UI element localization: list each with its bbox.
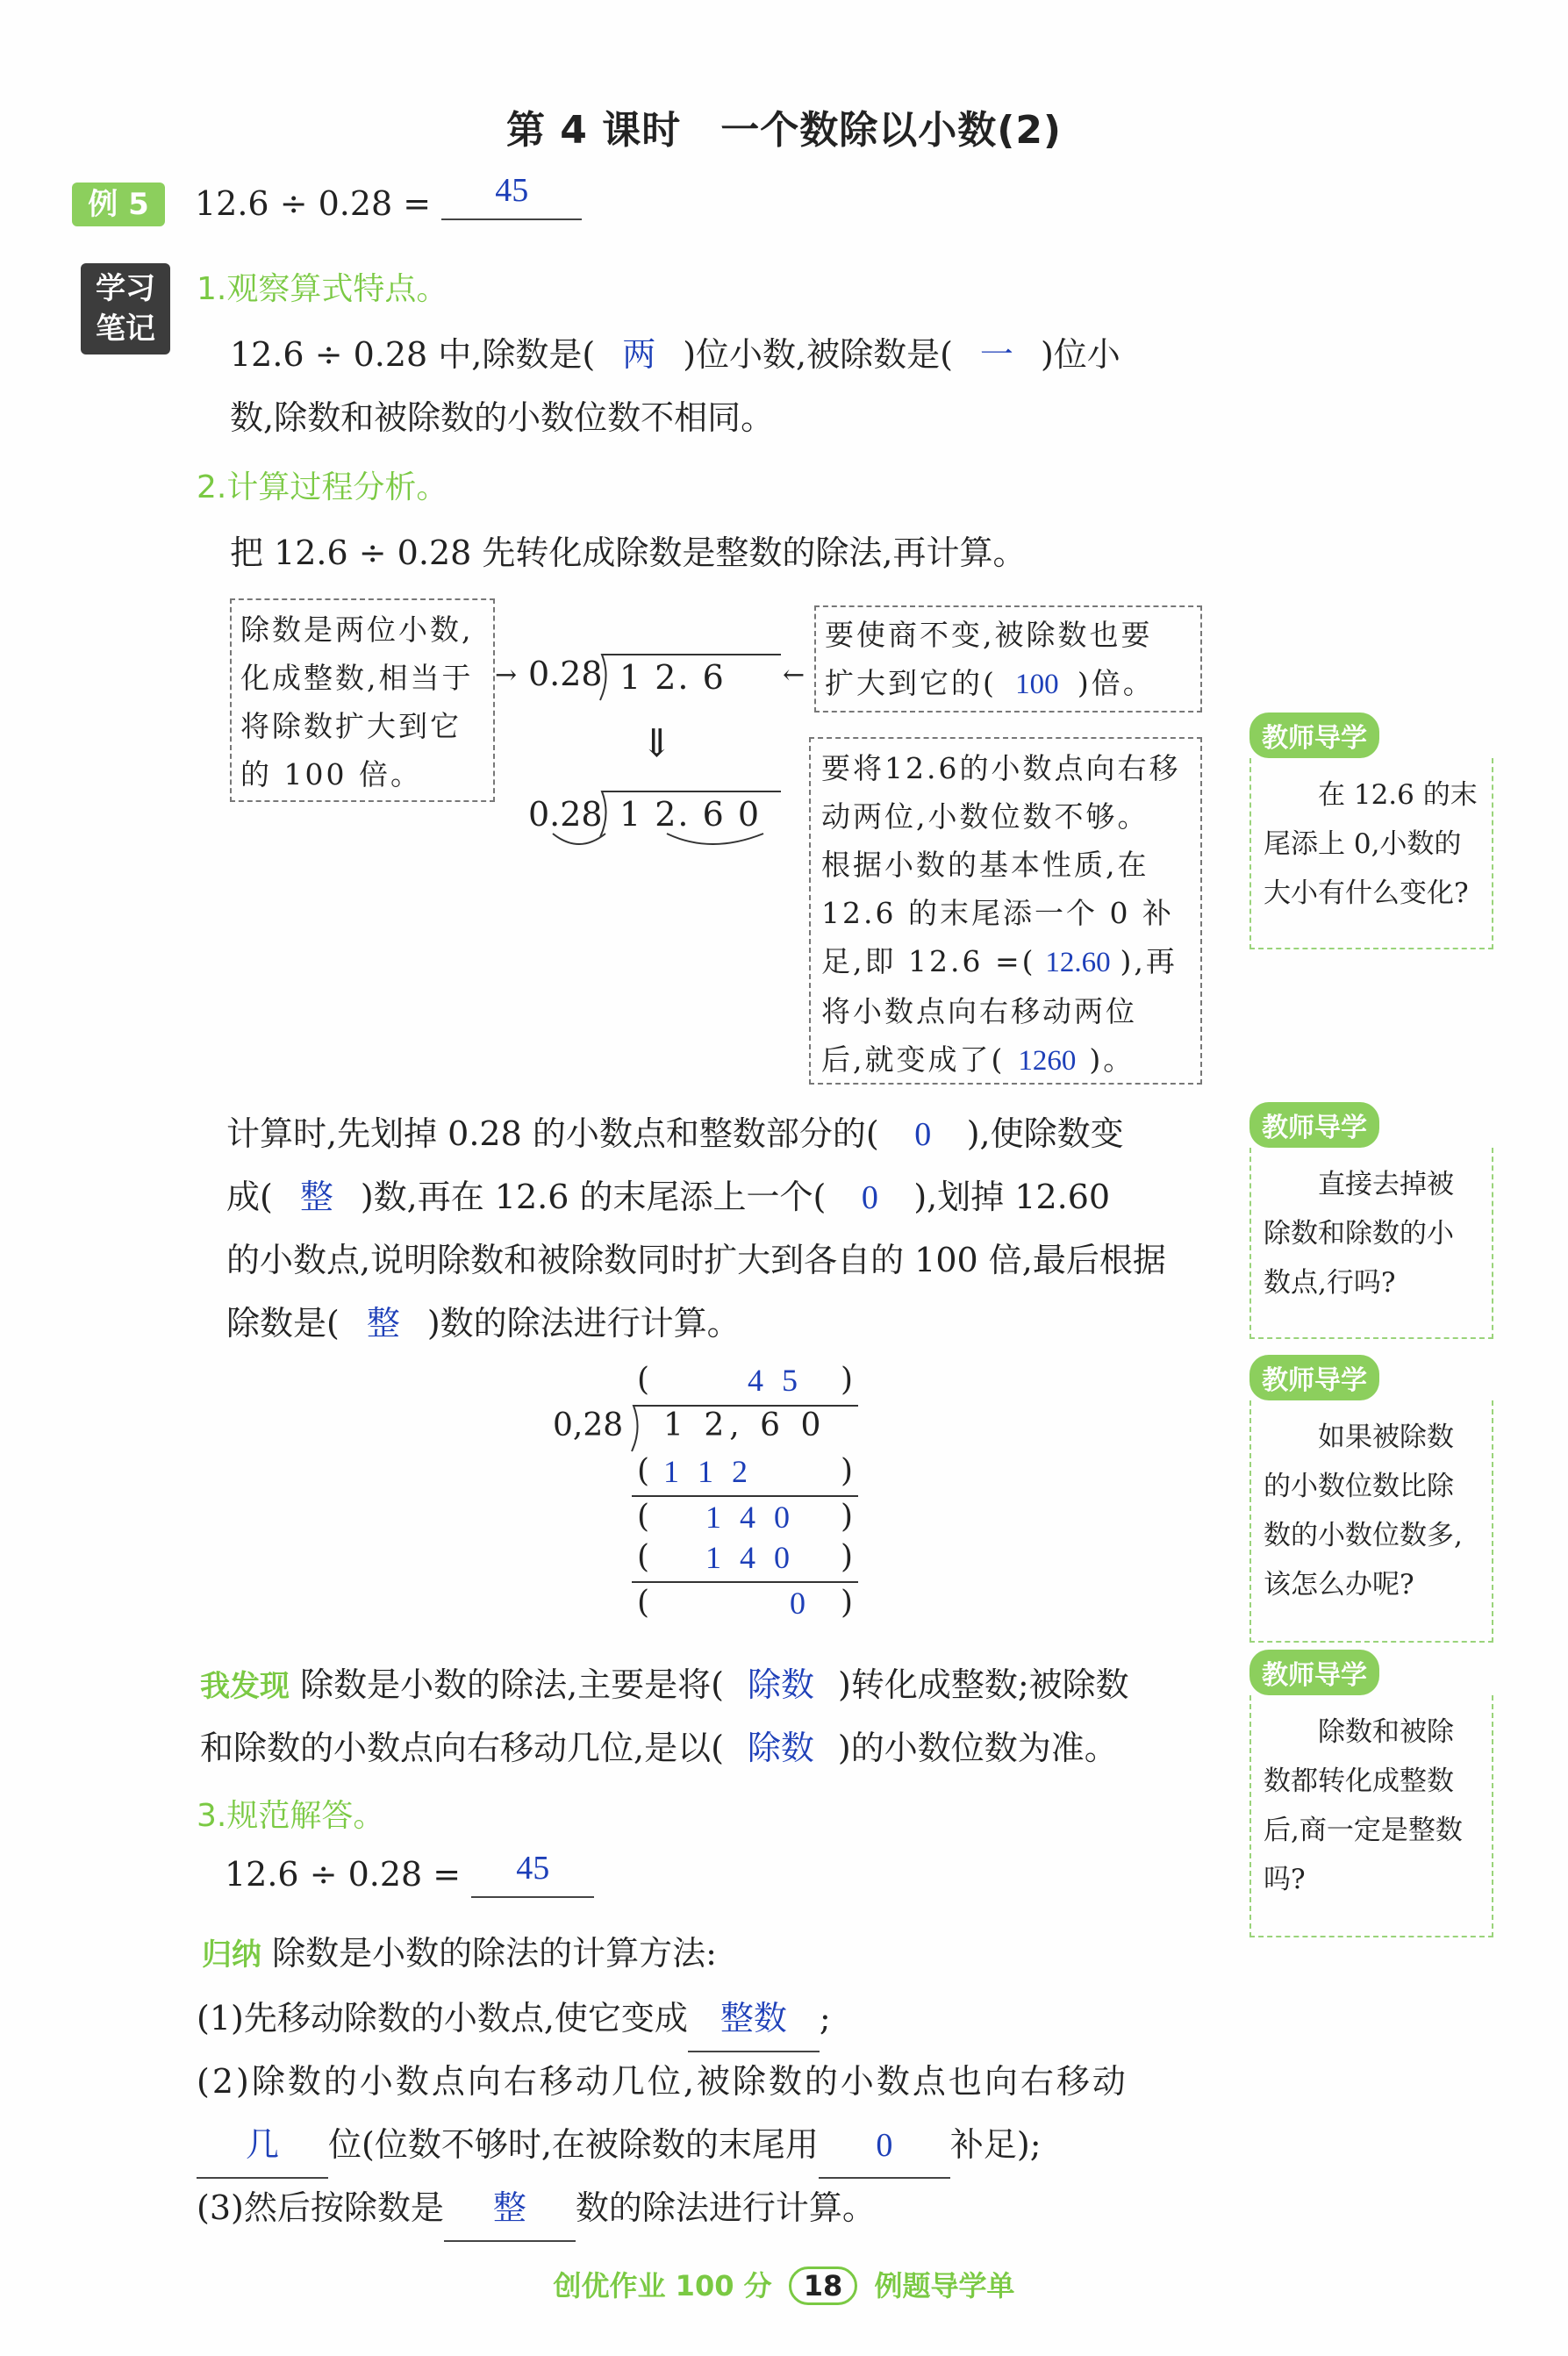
- right-note-box-1: [814, 605, 1202, 713]
- summary-text: 补足);: [949, 2125, 1042, 2164]
- right-box2-line: 将小数点向右移动两位: [821, 994, 1137, 1028]
- div1-divisor: 0.28: [528, 655, 603, 693]
- discovery-text: )的小数位数为准。: [837, 1729, 1118, 1767]
- summary-line2: (2)除数的小数点向右移动几位,被除数的小数点也向右移动: [197, 2062, 1128, 2101]
- section2-heading: 2.计算过程分析。: [197, 469, 448, 505]
- s1-text-c: )位小: [1040, 335, 1121, 374]
- ld-step1: 1 1 2: [663, 1454, 753, 1489]
- down-arrow: ⇓: [641, 721, 673, 766]
- section1-line1: [230, 323, 1121, 387]
- summary-answer-4: 整: [444, 2177, 576, 2242]
- ld-dividend: 1 2, 6 0: [663, 1407, 827, 1443]
- summary-text: ;: [819, 1999, 831, 2037]
- section1-heading: 1.观察算式特点。: [197, 271, 448, 307]
- discovery-text: )转化成整数;被除数: [838, 1665, 1129, 1704]
- summary-answer-2: 几: [197, 2114, 328, 2179]
- left-box-line: 的 100 倍。: [240, 757, 422, 791]
- teacher-guide-title: 教师导学: [1249, 1102, 1379, 1148]
- example-tag-label: 例 5: [88, 187, 149, 222]
- s1-text-b: )位小数,被除数是(: [683, 335, 953, 374]
- para-text: 除数是(: [226, 1304, 340, 1343]
- para-text: 计算时,先划掉 0.28 的小数点和整数部分的(: [226, 1114, 879, 1153]
- section3-answer-line: [225, 1846, 594, 1905]
- para-line1: [226, 1102, 1124, 1166]
- right-box2-text: )。: [1089, 1042, 1135, 1077]
- div2-divisor: 0.28: [528, 795, 603, 834]
- para-text: )数的除法进行计算。: [426, 1304, 741, 1343]
- section3-expr: 12.6 ÷ 0.28 =: [225, 1855, 462, 1894]
- section3-heading: 3.规范解答。: [197, 1798, 385, 1834]
- example-answer: 45: [441, 162, 582, 220]
- page-title: 第 4 课时 一个数除以小数(2): [505, 108, 1063, 153]
- section2-intro: 把 12.6 ÷ 0.28 先转化成除数是整数的除法,再计算。: [230, 534, 1027, 572]
- s1-answer-2: 一: [979, 337, 1013, 374]
- summary-line4: [197, 2176, 876, 2242]
- para-text: 成(: [226, 1178, 273, 1216]
- right-box2-line: 要将12.6的小数点向右移: [821, 751, 1181, 785]
- discovery-answer-2: 除数: [747, 1730, 814, 1767]
- para-text: )数,再在 12.6 的末尾添上一个(: [360, 1178, 827, 1216]
- left-note-box: [230, 598, 495, 802]
- left-box-line: 化成整数,相当于: [240, 661, 474, 695]
- arrow-left-to-division: →: [495, 660, 518, 691]
- ld-step3: 1 4 0: [705, 1540, 795, 1575]
- summary-text: (3)然后按除数是: [197, 2188, 444, 2227]
- quotient: 4 5: [748, 1363, 803, 1398]
- discovery-answer-1: 除数: [747, 1667, 814, 1704]
- para-text: ),划掉 12.60: [913, 1178, 1111, 1216]
- para-answer-2: 整: [299, 1179, 333, 1216]
- right-note-box-2: [809, 737, 1202, 1085]
- para-line4: [226, 1292, 741, 1356]
- teacher-guide-text: 直接去掉被除数和除数的小数点,行吗?: [1249, 1148, 1493, 1339]
- summary-tag: 归纳: [202, 1937, 261, 1973]
- right-box2-line: 根据小数的基本性质,在: [821, 848, 1149, 882]
- section3-answer: 45: [471, 1840, 594, 1898]
- ld-step2: 1 4 0: [705, 1500, 795, 1535]
- example-tag: [72, 183, 165, 226]
- page-number: 18: [789, 2266, 858, 2305]
- div2-dividend: 1 2. 6 0: [619, 795, 762, 834]
- long-division: ( 4 5 ) 0,28 1 2, 6 0 ( 1 1 2 ) ( 1 4 0 ) ( 1 4 0 ) ( 0 ): [544, 1362, 877, 1634]
- teacher-guide-title: 教师导学: [1249, 713, 1379, 758]
- study-notes-tag: 学习 笔记: [81, 263, 170, 354]
- summary-answer-3: 0: [819, 2114, 950, 2179]
- teacher-guide-4: [1249, 1650, 1493, 1937]
- summary-text: 位(位数不够时,在被除数的末尾用: [328, 2125, 819, 2164]
- right-box1-text: 扩大到它的(: [825, 666, 997, 700]
- arrow-right-box-to-division: ←: [783, 660, 805, 691]
- summary-line3: [197, 2113, 1042, 2179]
- right-box1-answer: 100: [1015, 669, 1059, 700]
- right-box1-line: 要使商不变,被除数也要: [825, 618, 1153, 652]
- summary-line1: [197, 1987, 831, 2052]
- summary-text: (1)先移动除数的小数点,使它变成: [197, 1999, 688, 2037]
- right-box2-text: 后,就变成了(: [821, 1042, 1006, 1077]
- discovery-tag: 我发现: [200, 1669, 290, 1704]
- div1-dividend: 1 2. 6: [619, 658, 726, 697]
- right-box2-answer-1: 12.60: [1045, 947, 1111, 978]
- ld-divisor: 0,28: [553, 1407, 624, 1443]
- footer: [0, 2264, 1568, 2305]
- para-answer-3: 0: [861, 1179, 878, 1216]
- summary-text: 数的除法进行计算。: [575, 2188, 876, 2227]
- right-box2-line: 动两位,小数位数不够。: [821, 799, 1149, 834]
- para-answer-1: 0: [914, 1116, 932, 1153]
- discovery-text: 除数是小数的除法,主要是将(: [300, 1665, 724, 1704]
- left-box-line: 将除数扩大到它: [240, 709, 462, 743]
- para-line3: 的小数点,说明除数和被除数同时扩大到各自的 100 倍,最后根据: [226, 1241, 1166, 1279]
- teacher-guide-text: 如果被除数的小数位数比除数的小数位数多,该怎么办呢?: [1249, 1400, 1493, 1643]
- s1-text-a: 12.6 ÷ 0.28 中,除数是(: [230, 335, 596, 374]
- para-text: ),使除数变: [966, 1114, 1124, 1153]
- summary-intro: [202, 1922, 717, 1987]
- right-box2-text: ),再: [1120, 944, 1178, 978]
- section1-line2: 数,除数和被除数的小数位数不相同。: [230, 398, 775, 437]
- summary-text: 除数是小数的除法的计算方法:: [272, 1934, 717, 1973]
- para-answer-4: 整: [366, 1306, 400, 1343]
- footer-section-title: 例题导学单: [874, 2269, 1015, 2302]
- left-box-line: 除数是两位小数,: [240, 612, 474, 647]
- s1-answer-1: 两: [622, 337, 656, 374]
- teacher-guide-title: 教师导学: [1249, 1355, 1379, 1400]
- teacher-guide-1: [1249, 713, 1493, 949]
- teacher-guide-text: 除数和被除数都转化成整数后,商一定是整数吗?: [1249, 1695, 1493, 1937]
- right-box2-line: 12.6 的末尾添一个 0 补: [821, 896, 1174, 930]
- footer-book-title: 创优作业 100 分: [553, 2269, 772, 2302]
- decimal-move-arcs: [544, 830, 790, 856]
- discovery-line1: [200, 1653, 1129, 1718]
- teacher-guide-text: 在 12.6 的末尾添上 0,小数的大小有什么变化?: [1249, 758, 1493, 949]
- summary-answer-1: 整数: [688, 1987, 820, 2052]
- discovery-line2: [200, 1716, 1118, 1780]
- right-box2-text: 足,即 12.6 =(: [821, 944, 1036, 978]
- teacher-guide-title: 教师导学: [1249, 1650, 1379, 1695]
- para-line2: [226, 1165, 1110, 1229]
- example-expr: 12.6 ÷ 0.28 =: [195, 184, 432, 223]
- discovery-text: 和除数的小数点向右移动几位,是以(: [200, 1729, 724, 1767]
- example-expression: [195, 172, 582, 234]
- right-box2-answer-2: 1260: [1018, 1045, 1077, 1077]
- teacher-guide-3: [1249, 1355, 1493, 1643]
- ld-remainder: 0: [790, 1586, 805, 1621]
- teacher-guide-2: [1249, 1102, 1493, 1339]
- right-box1-text-end: )倍。: [1077, 666, 1155, 700]
